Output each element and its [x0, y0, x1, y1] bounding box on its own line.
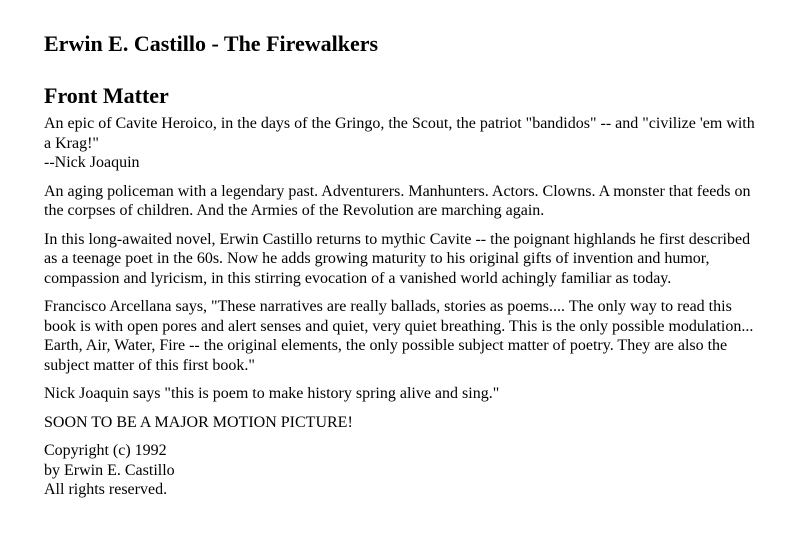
paragraph-arcellana-quote: Francisco Arcellana says, "These narratives are really ballads, stories as poems.... The only way to read this book is with open pores and alert senses and quiet, very quiet breathing. This is the only possible modulation... Earth, Air, Water, Fire -- the original elements, the only possible subject matter of poetry. They are also the subject matter of this first book.": [44, 298, 754, 374]
epigraph: [44, 114, 756, 173]
paragraph-motion-picture: SOON TO BE A MAJOR MOTION PICTURE!: [44, 413, 353, 431]
copyright-line: Copyright (c) 1992: [44, 442, 167, 459]
copyright-rights: All rights reserved.: [44, 481, 168, 498]
epigraph-quote: An epic of Cavite Heroico, in the days of the Gringo, the Scout, the patriot "bandidos" -- and "civilize 'em with a Krag!": [44, 115, 755, 152]
epigraph-attribution: --Nick Joaquin: [44, 154, 140, 171]
copyright-notice: [44, 441, 756, 500]
document-title: Erwin E. Castillo - The Firewalkers: [44, 31, 379, 56]
paragraph-joaquin-quote: Nick Joaquin says "this is poem to make history spring alive and sing.": [44, 385, 500, 402]
paragraph-synopsis: An aging policeman with a legendary past. Adventurers. Manhunters. Actors. Clowns. A monster that feeds on the corpses of children. And the Armies of the Revolution are marching again.: [44, 182, 751, 219]
copyright-author: by Erwin E. Castillo: [44, 461, 175, 479]
paragraph-description: In this long-awaited novel, Erwin Castillo returns to mythic Cavite -- the poignant highlands he first described as a teenage poet in the 60s. Now he adds growing maturity to his original gifts of invention and humor, compassion and lyricism, in this stirring evocation of a vanished world achingly familiar as today.: [44, 230, 751, 287]
section-heading: Front Matter: [44, 83, 169, 108]
